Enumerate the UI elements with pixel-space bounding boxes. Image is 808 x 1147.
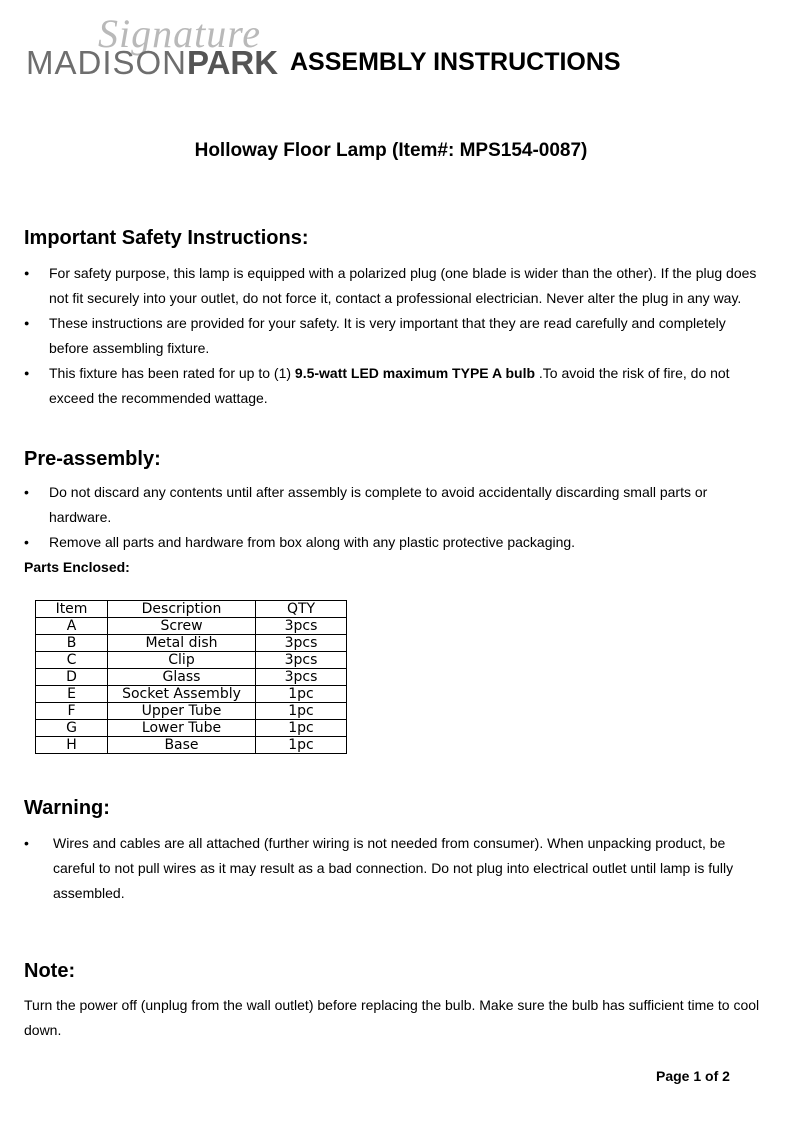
table-cell: C	[36, 652, 108, 669]
table-cell: 3pcs	[256, 635, 347, 652]
table-cell: 3pcs	[256, 618, 347, 635]
preassembly-heading: Pre-assembly:	[24, 448, 161, 470]
bullet-icon: •	[24, 534, 29, 550]
table-row	[36, 652, 347, 669]
list-item: ● For safety purpose, this lamp is equipped with a polarized plug (one blade is wider than the other). If the plug does not fit securely into your outlet, do not force it, contact a professional electrician. Never alter the plug in any way.	[24, 261, 769, 311]
warning-list	[24, 831, 744, 906]
list-item: ● These instructions are provided for your safety. It is very important that they are read carefully and completely before assembling fixture.	[24, 311, 769, 361]
table-row	[36, 737, 347, 754]
table-cell: 3pcs	[256, 652, 347, 669]
table-cell: B	[36, 635, 108, 652]
list-item: • Do not discard any contents until after assembly is complete to avoid accidentally discarding small parts or hardware.	[24, 480, 724, 530]
list-item: • Remove all parts and hardware from box along with any plastic protective packaging.	[24, 530, 724, 555]
column-header: Item	[36, 601, 108, 618]
note-heading: Note:	[24, 960, 76, 982]
safety-list	[24, 261, 769, 411]
page-number: Page 1 of 2	[656, 1068, 730, 1084]
preassembly-list	[24, 480, 724, 555]
parts-enclosed-label: Parts Enclosed:	[24, 559, 130, 575]
table-row	[36, 703, 347, 720]
bullet-icon: •	[24, 835, 29, 851]
table-cell: Socket Assembly	[108, 686, 256, 703]
table-cell: F	[36, 703, 108, 720]
safety-heading: Important Safety Instructions:	[24, 227, 309, 249]
table-cell: Clip	[108, 652, 256, 669]
brand-logo	[26, 10, 286, 80]
table-cell: Metal dish	[108, 635, 256, 652]
table-cell: 3pcs	[256, 669, 347, 686]
column-header: QTY	[256, 601, 347, 618]
list-item: ● This fixture has been rated for up to (1) 9.5-watt LED maximum TYPE A bulb .To avoid the risk of fire, do not exceed the recommended wattage.	[24, 361, 769, 411]
warning-heading: Warning:	[24, 797, 110, 819]
table-row	[36, 635, 347, 652]
table-row	[36, 669, 347, 686]
table-header-row	[36, 601, 347, 618]
list-item: • Wires and cables are all attached (further wiring is not needed from consumer). When unpacking product, be careful to not pull wires as it may result as a bad connection. Do not plug into electrical outlet until lamp is fully assembled.	[24, 831, 744, 906]
logo-brand-text	[26, 44, 278, 82]
bullet-icon: ●	[24, 268, 30, 278]
table-cell: 1pc	[256, 686, 347, 703]
note-text: Turn the power off (unplug from the wall outlet) before replacing the bulb. Make sure the bulb has sufficient time to cool down.	[24, 997, 760, 1038]
table-cell: D	[36, 669, 108, 686]
table-cell: Lower Tube	[108, 720, 256, 737]
document-title: ASSEMBLY INSTRUCTIONS	[290, 48, 621, 76]
table-row	[36, 686, 347, 703]
table-cell: 1pc	[256, 703, 347, 720]
wattage-spec: 9.5-watt LED maximum TYPE A bulb	[294, 365, 536, 381]
table-cell: Base	[108, 737, 256, 754]
logo-script-text: Signature	[98, 11, 262, 56]
table-row	[36, 720, 347, 737]
table-cell: H	[36, 737, 108, 754]
table-cell: Screw	[108, 618, 256, 635]
table-row	[36, 618, 347, 635]
table-cell: 1pc	[256, 737, 347, 754]
table-cell: A	[36, 618, 108, 635]
bullet-icon: ●	[24, 318, 30, 328]
table-cell: 1pc	[256, 720, 347, 737]
logo-brand-light: MADISON	[26, 44, 188, 81]
table-cell: Glass	[108, 669, 256, 686]
table-cell: E	[36, 686, 108, 703]
table-cell: G	[36, 720, 108, 737]
logo-brand-bold: PARK	[187, 44, 279, 81]
bullet-icon: •	[24, 484, 29, 500]
bullet-icon: ●	[24, 368, 30, 378]
column-header: Description	[108, 601, 256, 618]
product-title: Holloway Floor Lamp (Item#: MPS154-0087)	[194, 140, 588, 161]
table-cell: Upper Tube	[108, 703, 256, 720]
parts-table	[35, 600, 347, 754]
